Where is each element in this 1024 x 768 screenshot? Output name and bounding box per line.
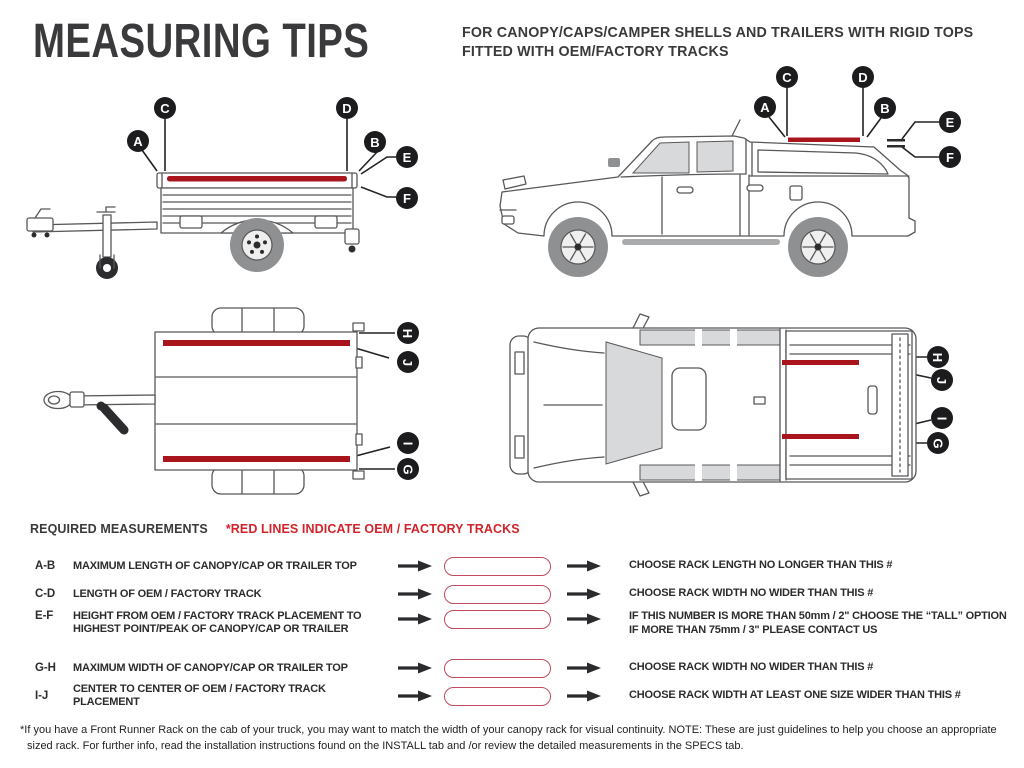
row-key: G-H	[35, 662, 56, 674]
leader-a	[142, 150, 157, 171]
measurement-value-box	[444, 610, 551, 629]
measurement-value-box	[444, 585, 551, 604]
arrow-right-icon	[567, 588, 601, 600]
oem-track-line	[788, 138, 860, 143]
leader-e	[902, 122, 939, 139]
measurement-row-gh	[35, 654, 1010, 682]
truck-side-view-drawing	[490, 60, 1024, 300]
label-badge-g: G	[397, 458, 419, 480]
row-key: A-B	[35, 560, 56, 572]
page-title: MEASURING TIPS	[33, 15, 370, 68]
arrow-right-icon	[398, 613, 432, 625]
oem-track-line	[163, 456, 350, 462]
arrow-right-icon	[398, 690, 432, 702]
measurement-row-cd	[35, 580, 1010, 608]
truck-top-view-figure	[490, 300, 1024, 515]
required-measurements-heading: REQUIRED MEASUREMENTS	[30, 522, 208, 536]
leader-e	[361, 157, 396, 174]
label-badge-a: A	[754, 96, 776, 118]
leader-f	[361, 187, 396, 197]
leader-i	[352, 447, 390, 457]
label-badge-j: J	[931, 369, 953, 391]
leader-b	[867, 118, 881, 137]
measurements-table	[35, 552, 1010, 710]
row-description: LENGTH OF OEM / FACTORY TRACK	[73, 587, 262, 600]
label-badge-c: C	[154, 97, 176, 119]
measurement-value-box	[444, 659, 551, 678]
row-result: CHOOSE RACK WIDTH NO WIDER THAN THIS #	[629, 587, 874, 600]
arrow-right-icon	[398, 560, 432, 572]
label-badge-d: D	[852, 66, 874, 88]
label-badge-h: H	[397, 322, 419, 344]
label-badge-c: C	[776, 66, 798, 88]
subtitle-line-1: FOR CANOPY/CAPS/CAMPER SHELLS AND TRAILERS WITH RIGID TOPS	[462, 24, 974, 41]
measurement-row-ef	[35, 608, 1010, 648]
row-result: CHOOSE RACK WIDTH NO WIDER THAN THIS #	[629, 661, 874, 674]
row-result: IF THIS NUMBER IS MORE THAN 50mm / 2" CHOOSE THE “TALL” OPTION IF MORE THAN 75mm / 3" PLEASE CONTACT US	[629, 610, 1007, 636]
row-description: MAXIMUM LENGTH OF CANOPY/CAP OR TRAILER TOP	[73, 559, 357, 572]
label-badge-h: H	[927, 346, 949, 368]
measurement-row-ij	[35, 682, 1010, 710]
trailer-top-view-figure	[20, 300, 470, 510]
oem-track-line	[782, 360, 859, 365]
measurement-value-box	[444, 557, 551, 576]
label-badge-f: F	[939, 146, 961, 168]
leader-f	[902, 147, 939, 157]
measurements-header	[30, 522, 520, 536]
arrow-right-icon	[567, 690, 601, 702]
red-lines-legend: *RED LINES INDICATE OEM / FACTORY TRACKS	[225, 522, 520, 536]
footnote: *If you have a Front Runner Rack on the cab of your truck, you may want to match the width of your canopy rack for visual continuity. NOTE: These are just guidelines to help you choose an appropriate sized rack. For further info, read the installation instructions found on the INSTALL tab and /or review the detailed measurements in the SPECS tab.	[20, 724, 997, 752]
subtitle-line-2: FITTED WITH OEM/FACTORY TRACKS	[462, 43, 729, 60]
label-badge-e: E	[396, 146, 418, 168]
row-description: CENTER TO CENTER OF OEM / FACTORY TRACK PLACEMENT	[73, 683, 326, 708]
label-badge-i: I	[397, 432, 419, 454]
label-badge-b: B	[874, 97, 896, 119]
row-result: CHOOSE RACK LENGTH NO LONGER THAN THIS #	[629, 559, 893, 572]
measurement-value-box	[444, 687, 551, 706]
row-description: MAXIMUM WIDTH OF CANOPY/CAP OR TRAILER TOP	[73, 661, 348, 674]
row-key: C-D	[35, 588, 56, 600]
oem-track-line	[167, 176, 347, 182]
truck-side-view-figure	[490, 60, 1024, 300]
row-description: HEIGHT FROM OEM / FACTORY TRACK PLACEMENT TO HIGHEST POINT/PEAK OF CANOPY/CAP OR TRAILER	[73, 610, 362, 635]
trailer-side-view-figure	[25, 85, 445, 300]
label-badge-b: B	[364, 131, 386, 153]
label-badge-f: F	[396, 187, 418, 209]
arrow-right-icon	[567, 560, 601, 572]
label-badge-j: J	[397, 351, 419, 373]
label-badge-i: I	[931, 407, 953, 429]
row-key: I-J	[35, 690, 49, 702]
leader-b	[359, 151, 378, 171]
label-badge-d: D	[336, 97, 358, 119]
oem-track-line	[163, 340, 350, 346]
arrow-right-icon	[398, 588, 432, 600]
trailer-side-view-drawing	[25, 85, 445, 300]
arrow-right-icon	[567, 613, 601, 625]
measurement-row-ab	[35, 552, 1010, 580]
page-subtitle	[462, 23, 973, 61]
row-key: E-F	[35, 610, 54, 622]
label-badge-g: G	[927, 432, 949, 454]
label-badge-e: E	[939, 111, 961, 133]
oem-track-line	[782, 434, 859, 439]
leader-a	[769, 117, 785, 137]
arrow-right-icon	[398, 662, 432, 674]
arrow-right-icon	[567, 662, 601, 674]
label-badge-a: A	[127, 130, 149, 152]
row-result: CHOOSE RACK WIDTH AT LEAST ONE SIZE WIDER THAN THIS #	[629, 689, 961, 702]
